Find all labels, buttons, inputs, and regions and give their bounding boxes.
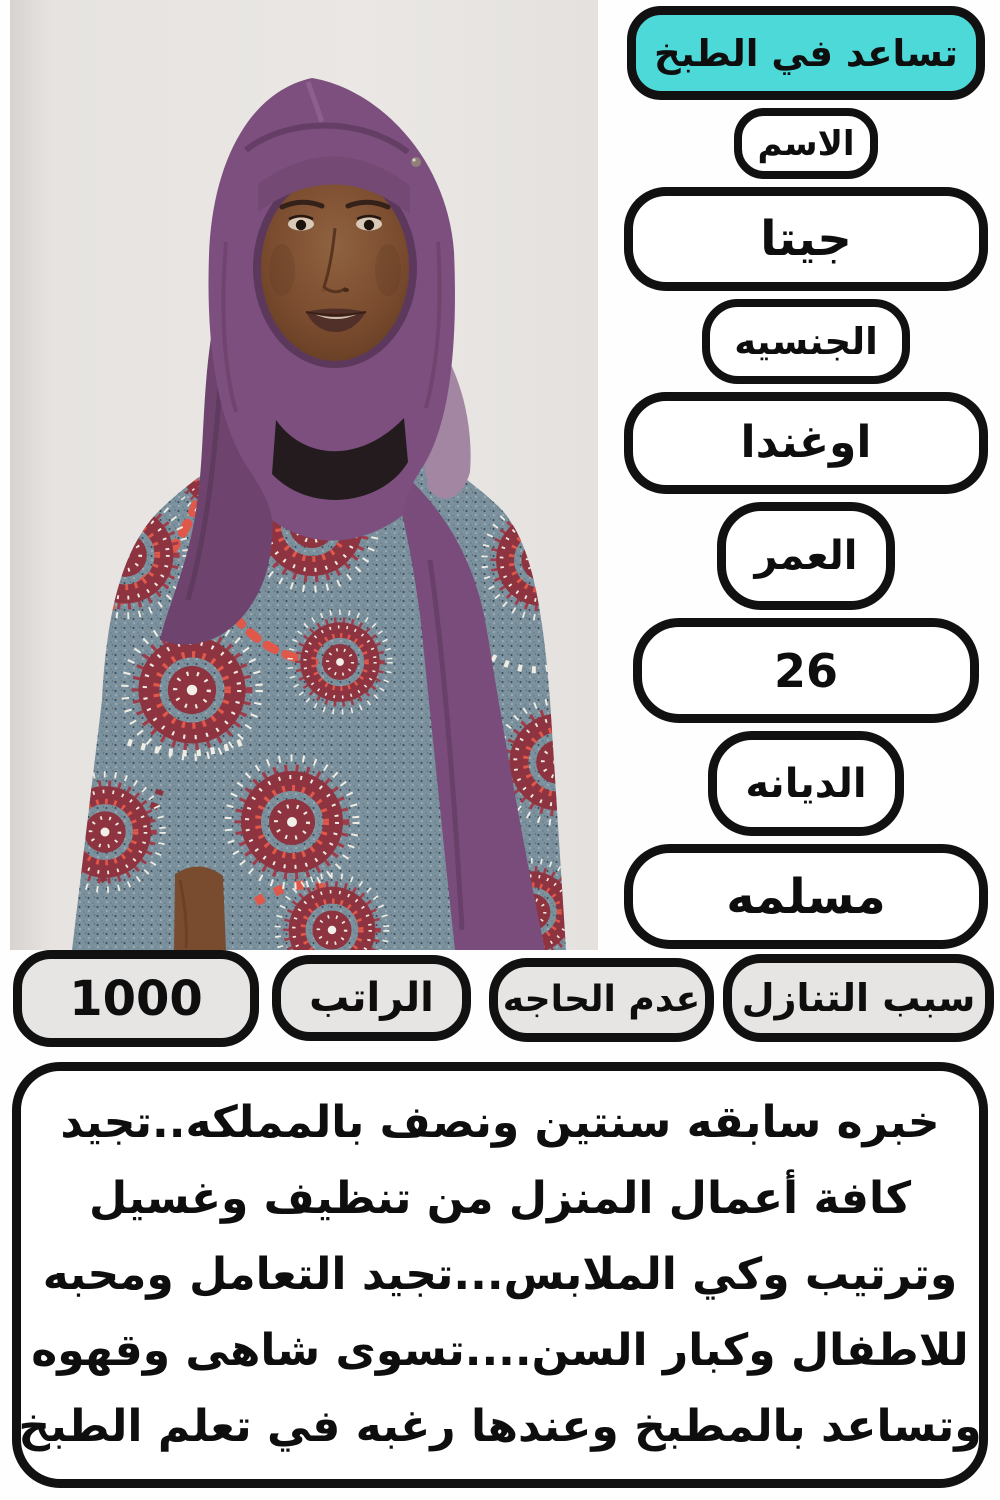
worker-photo <box>10 0 598 950</box>
worker-photo-illustration <box>10 0 598 950</box>
scarf-pin <box>411 157 421 167</box>
nationality-value: اوغندا <box>740 417 872 468</box>
description-line: خبره سابقه سنتين ونصف بالمملكه..تجيد <box>60 1097 940 1148</box>
name-value-badge <box>624 187 988 291</box>
age-value-badge <box>633 618 979 723</box>
hand <box>174 866 226 950</box>
info-column <box>618 6 994 949</box>
skill-tag-label: تساعد في الطبخ <box>654 31 958 75</box>
nationality-value-badge <box>624 392 988 494</box>
waiver-label-badge <box>723 954 994 1042</box>
description-line: وتساعد بالمطبخ وعندها رغبه في تعلم الطبخ <box>18 1401 982 1452</box>
salary-value-badge <box>13 950 259 1047</box>
religion-value: مسلمه <box>726 868 886 925</box>
description-line: وترتيب وكي الملابس...تجيد التعامل ومحبه <box>42 1249 958 1300</box>
age-label: العمر <box>754 533 858 579</box>
religion-label-badge <box>708 731 904 836</box>
salary-value: 1000 <box>69 970 203 1027</box>
age-value: 26 <box>774 643 839 698</box>
waiver-label: سبب التنازل <box>741 976 976 1020</box>
nationality-label: الجنسيه <box>734 320 878 363</box>
age-label-badge <box>717 502 895 610</box>
salary-label: الراتب <box>309 975 434 1021</box>
name-label: الاسم <box>757 123 855 164</box>
waiver-value-badge <box>489 958 714 1042</box>
waiver-value: عدم الحاجه <box>502 979 701 1020</box>
religion-value-badge <box>624 844 988 949</box>
description-line: للاطفال وكبار السن....تسوى شاهى وقهوه <box>31 1325 969 1376</box>
description-box <box>12 1062 988 1488</box>
name-value: جيتا <box>760 211 852 267</box>
name-label-badge <box>734 108 878 179</box>
salary-label-badge <box>272 955 471 1041</box>
skill-tag-badge <box>627 6 985 100</box>
nationality-label-badge <box>702 299 910 384</box>
religion-label: الديانه <box>745 760 867 807</box>
description-line: كافة أعمال المنزل من تنظيف وغسيل <box>88 1173 912 1224</box>
